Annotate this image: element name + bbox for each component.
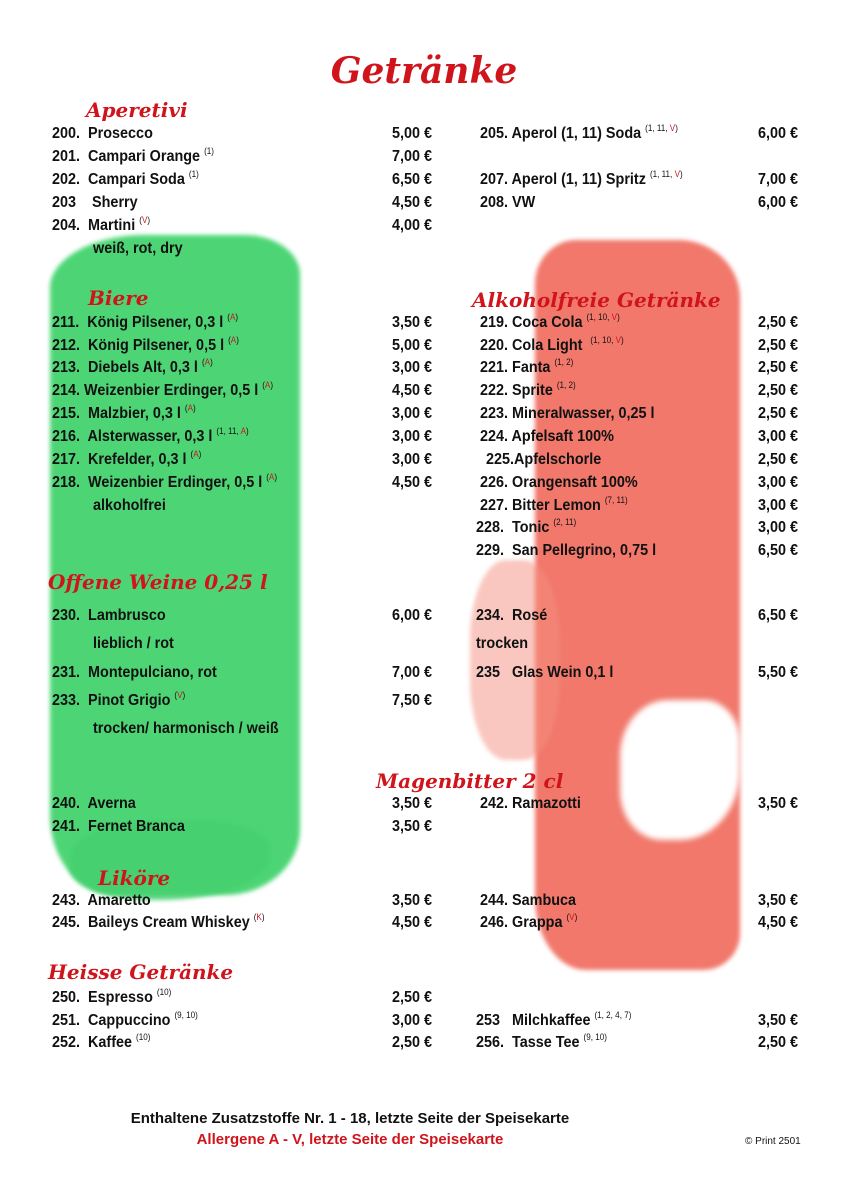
menu-item-252: 252. Kaffee $^{(10)}$ xyxy=(52,1032,151,1051)
menu-item-243: 243. Amaretto xyxy=(52,892,151,909)
price-201: 7,00 € xyxy=(391,148,432,165)
price-213: 3,00 € xyxy=(391,359,432,376)
menu-item-250: 250. Espresso $^{(10)}$ xyxy=(52,987,172,1006)
price-244: 3,50 € xyxy=(757,892,798,909)
menu-item-230-desc: lieblich / rot xyxy=(93,635,174,652)
menu-item-205: 205. Aperol (1, 11) Soda $^{(1, 11, V)}$ xyxy=(480,123,678,142)
price-215: 3,00 € xyxy=(391,405,432,422)
price-200: 5,00 € xyxy=(391,125,432,142)
page-title: Getränke xyxy=(330,50,518,92)
section-likoere: Liköre xyxy=(98,866,171,890)
menu-item-229: 229. San Pellegrino, 0,75 l xyxy=(476,542,657,559)
menu-item-213: 213. Diebels Alt, 0,3 l $^{(A)}$ xyxy=(52,357,213,376)
menu-item-208: 208. VW xyxy=(480,194,536,211)
section-weine: Offene Weine 0,25 l xyxy=(48,570,268,594)
menu-item-230: 230. Lambrusco xyxy=(52,607,166,624)
menu-item-216: 216. Alsterwasser, 0,3 l $^{(1, 11, A)}$ xyxy=(52,426,249,445)
price-242: 3,50 € xyxy=(757,795,798,812)
price-256: 2,50 € xyxy=(757,1034,798,1051)
price-212: 5,00 € xyxy=(391,337,432,354)
price-251: 3,00 € xyxy=(391,1012,432,1029)
price-229: 6,50 € xyxy=(757,542,798,559)
menu-item-204: 204. Martini $^{(V)}$ xyxy=(52,215,151,234)
menu-item-235: 235 Glas Wein 0,1 l xyxy=(476,664,614,681)
section-biere: Biere xyxy=(88,286,149,310)
price-205: 6,00 € xyxy=(757,125,798,142)
menu-item-217: 217. Krefelder, 0,3 l $^{(A)}$ xyxy=(52,449,202,468)
menu-item-240: 240. Averna xyxy=(52,795,136,812)
menu-item-231: 231. Montepulciano, rot xyxy=(52,664,217,681)
menu-item-219: 219. Coca Cola $^{(1, 10, V)}$ xyxy=(480,312,620,331)
price-208: 6,00 € xyxy=(757,194,798,211)
price-216: 3,00 € xyxy=(391,428,432,445)
price-217: 3,00 € xyxy=(391,451,432,468)
menu-item-227: 227. Bitter Lemon $^{(7, 11)}$ xyxy=(480,495,628,514)
menu-item-218: 218. Weizenbier Erdinger, 0,5 l $^{(A)}$ xyxy=(52,472,278,491)
menu-item-233-desc: trocken/ harmonisch / weiß xyxy=(93,720,279,737)
price-226: 3,00 € xyxy=(757,474,798,491)
price-219: 2,50 € xyxy=(757,314,798,331)
menu-item-211: 211. König Pilsener, 0,3 l $^{(A)}$ xyxy=(52,312,239,331)
menu-item-203: 203 Sherry xyxy=(52,194,138,211)
price-240: 3,50 € xyxy=(391,795,432,812)
price-211: 3,50 € xyxy=(391,314,432,331)
menu-item-220: 220. Cola Light $^{(1, 10, V)}$ xyxy=(480,335,624,354)
price-203: 4,50 € xyxy=(391,194,432,211)
price-224: 3,00 € xyxy=(757,428,798,445)
menu-item-234-desc: trocken xyxy=(476,635,529,652)
price-228: 3,00 € xyxy=(757,519,798,536)
menu-item-201: 201. Campari Orange $^{(1)}$ xyxy=(52,146,214,165)
red-splash-gap xyxy=(620,700,740,840)
price-235: 5,50 € xyxy=(757,664,798,681)
menu-item-228: 228. Tonic $^{(2, 11)}$ xyxy=(476,517,577,536)
menu-item-242: 242. Ramazotti xyxy=(480,795,581,812)
price-250: 2,50 € xyxy=(391,989,432,1006)
price-253: 3,50 € xyxy=(757,1012,798,1029)
price-246: 4,50 € xyxy=(757,914,798,931)
menu-item-244: 244. Sambuca xyxy=(480,892,577,909)
price-202: 6,50 € xyxy=(391,171,432,188)
menu-item-222: 222. Sprite $^{(1, 2)}$ xyxy=(480,380,576,399)
price-252: 2,50 € xyxy=(391,1034,432,1051)
section-magenbitter: Magenbitter 2 cl xyxy=(376,769,564,793)
menu-item-251: 251. Cappuccino $^{(9, 10)}$ xyxy=(52,1010,198,1029)
print-code: © Print 2501 xyxy=(745,1136,801,1147)
menu-item-234: 234. Rosé xyxy=(476,607,548,624)
menu-item-221: 221. Fanta $^{(1, 2)}$ xyxy=(480,357,574,376)
menu-item-212: 212. König Pilsener, 0,5 l $^{(A)}$ xyxy=(52,335,239,354)
section-alkoholfrei: Alkoholfreie Getränke xyxy=(472,288,721,312)
red-paint-splash-faint xyxy=(470,560,560,760)
menu-item-214: 214. Weizenbier Erdinger, 0,5 l $^{(A)}$ xyxy=(52,380,274,399)
price-243: 3,50 € xyxy=(391,892,432,909)
price-241: 3,50 € xyxy=(391,818,432,835)
menu-item-253: 253 Milchkaffee $^{(1, 2, 4, 7)}$ xyxy=(476,1010,632,1029)
menu-item-256: 256. Tasse Tee $^{(9, 10)}$ xyxy=(476,1032,607,1051)
price-221: 2,50 € xyxy=(757,359,798,376)
menu-item-241: 241. Fernet Branca xyxy=(52,818,185,835)
menu-item-225: 225.Apfelschorle xyxy=(486,451,602,468)
menu-item-245: 245. Baileys Cream Whiskey $^{(K)}$ xyxy=(52,912,265,931)
footer-allergens-note: Allergene A - V, letzte Seite der Speisekarte xyxy=(196,1131,504,1148)
price-227: 3,00 € xyxy=(757,497,798,514)
section-aperetivi: Aperetivi xyxy=(86,98,188,122)
price-222: 2,50 € xyxy=(757,382,798,399)
price-225: 2,50 € xyxy=(757,451,798,468)
menu-item-246: 246. Grappa $^{(V)}$ xyxy=(480,912,578,931)
menu-item-204-desc: weiß, rot, dry xyxy=(93,240,183,257)
menu-item-218-desc: alkoholfrei xyxy=(93,497,166,514)
price-220: 2,50 € xyxy=(757,337,798,354)
price-233: 7,50 € xyxy=(391,692,432,709)
menu-item-224: 224. Apfelsaft 100% xyxy=(480,428,614,445)
price-234: 6,50 € xyxy=(757,607,798,624)
menu-item-233: 233. Pinot Grigio $^{(V)}$ xyxy=(52,690,186,709)
price-230: 6,00 € xyxy=(391,607,432,624)
price-214: 4,50 € xyxy=(391,382,432,399)
price-231: 7,00 € xyxy=(391,664,432,681)
price-223: 2,50 € xyxy=(757,405,798,422)
price-218: 4,50 € xyxy=(391,474,432,491)
footer-additives-note: Enthaltene Zusatzstoffe Nr. 1 - 18, letzte Seite der Speisekarte xyxy=(130,1110,570,1127)
price-207: 7,00 € xyxy=(757,171,798,188)
section-heisse: Heisse Getränke xyxy=(48,960,234,984)
price-245: 4,50 € xyxy=(391,914,432,931)
menu-item-226: 226. Orangensaft 100% xyxy=(480,474,638,491)
menu-item-215: 215. Malzbier, 0,3 l $^{(A)}$ xyxy=(52,403,196,422)
menu-item-207: 207. Aperol (1, 11) Spritz $^{(1, 11, V)}$ xyxy=(480,169,683,188)
price-204: 4,00 € xyxy=(391,217,432,234)
menu-item-200: 200. Prosecco xyxy=(52,125,153,142)
menu-item-202: 202. Campari Soda $^{(1)}$ xyxy=(52,169,199,188)
menu-item-223: 223. Mineralwasser, 0,25 l xyxy=(480,405,655,422)
